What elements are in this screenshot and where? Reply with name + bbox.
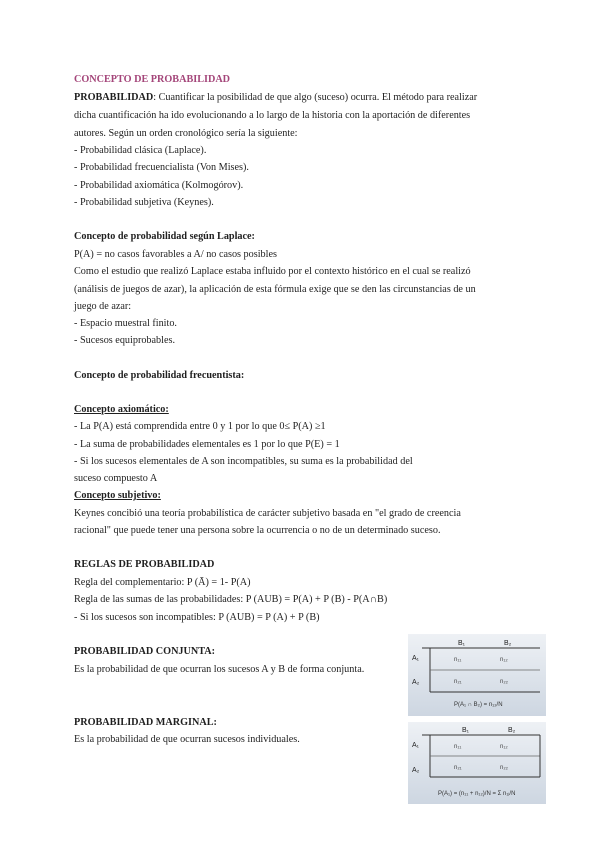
axiomatico-heading: Concepto axiomático: — [74, 404, 169, 415]
axiomatico-line: - Si los sucesos elementales de A son incompatibles, su suma es la probabilidad del — [74, 456, 413, 467]
section-title-concepto: CONCEPTO DE PROBABILIDAD — [74, 74, 231, 85]
table-cell: n₂₁ — [454, 679, 462, 685]
row-header: A₂ — [412, 679, 420, 686]
table-cell: n₂₂ — [500, 679, 508, 685]
list-item: - Probabilidad axiomática (Kolmogórov). — [74, 180, 244, 191]
list-item: - Probabilidad subjetiva (Keynes). — [74, 197, 214, 208]
definition-text: : Cuantificar la posibilidad de que algo (suceso) ocurra. El método para realizar — [153, 92, 478, 103]
col-header: B₂ — [508, 727, 516, 734]
laplace-line: P(A) = no casos favorables a A/ no casos posibles — [74, 249, 277, 260]
regla-line: Regla del complementario: P (Ā) = 1- P(A) — [74, 577, 251, 588]
col-header: B₂ — [504, 640, 512, 647]
table-cell: n₁₂ — [500, 744, 508, 750]
table-cell: n₂₁ — [454, 765, 462, 771]
marginal-table-figure — [408, 722, 546, 804]
col-header: B₁ — [462, 727, 470, 734]
marginal-text: Es la probabilidad de que ocurran sucesos individuales. — [74, 734, 300, 745]
definition-line-3: autores. Según un orden cronológico sería la siguiente: — [74, 128, 298, 139]
subjetivo-heading: Concepto subjetivo: — [74, 490, 161, 501]
marginal-heading: PROBABILIDAD MARGINAL: — [74, 717, 217, 728]
table-formula: P(A₁) = (n₁₁ + n₁₂)/N = Σ n₁ⱼ/N — [438, 791, 516, 797]
definition-line-2: dicha cuantificación ha ido evolucionando a lo largo de la historia con la aportación de diferentes — [74, 110, 471, 121]
conjunta-table-svg — [408, 634, 546, 716]
laplace-line: juego de azar: — [74, 301, 132, 312]
laplace-line: Como el estudio que realizó Laplace estaba influido por el contexto histórico en el cual se realizó — [74, 266, 471, 277]
table-cell: n₁₁ — [454, 657, 462, 663]
row-header: A₁ — [412, 655, 420, 662]
conjunta-table-figure — [408, 634, 546, 716]
conjunta-heading: PROBABILIDAD CONJUNTA: — [74, 646, 216, 657]
table-formula: P(A₁ ∩ B₂) = n₁₂/N — [454, 702, 503, 708]
regla-line: Regla de las sumas de las probabilidades: P (AUB) = P(A) + P (B) - P(A∩B) — [74, 594, 388, 605]
laplace-heading: Concepto de probabilidad según Laplace: — [74, 231, 255, 242]
frecuentista-heading: Concepto de probabilidad frecuentista: — [74, 370, 245, 381]
laplace-line: - Sucesos equiprobables. — [74, 335, 176, 346]
definition-line-1 — [74, 92, 477, 104]
regla-line: - Si los sucesos son incompatibles: P (AUB) = P (A) + P (B) — [74, 612, 320, 623]
laplace-line: (análisis de juegos de azar), la aplicación de esta fórmula exige que se den las circunstancias de un — [74, 284, 476, 295]
subjetivo-line: Keynes concibió una teoría probabilística de carácter subjetivo basada en "el grado de creencia — [74, 508, 461, 519]
row-header: A₂ — [412, 767, 420, 774]
axiomatico-line: - La suma de probabilidades elementales es 1 por lo que P(E) = 1 — [74, 439, 340, 450]
marginal-table-svg — [408, 722, 546, 804]
axiomatico-line: - La P(A) está comprendida entre 0 y 1 por lo que 0≤ P(A) ≥1 — [74, 421, 326, 432]
list-item: - Probabilidad frecuencialista (Von Mises). — [74, 162, 249, 173]
col-header: B₁ — [458, 640, 466, 647]
table-cell: n₁₁ — [454, 744, 462, 750]
laplace-line: - Espacio muestral finito. — [74, 318, 177, 329]
table-cell: n₂₂ — [500, 765, 508, 771]
conjunta-text: Es la probabilidad de que ocurran los sucesos A y B de forma conjunta. — [74, 664, 365, 675]
row-header: A₁ — [412, 742, 420, 749]
subjetivo-line: racional" que puede tener una persona sobre la ocurrencia o no de un determinado suceso. — [74, 525, 441, 536]
definition-lead: PROBABILIDAD — [74, 92, 154, 103]
reglas-heading: REGLAS DE PROBABILIDAD — [74, 559, 215, 570]
table-cell: n₁₂ — [500, 657, 508, 663]
axiomatico-line: suceso compuesto A — [74, 473, 158, 484]
list-item: - Probabilidad clásica (Laplace). — [74, 145, 207, 156]
